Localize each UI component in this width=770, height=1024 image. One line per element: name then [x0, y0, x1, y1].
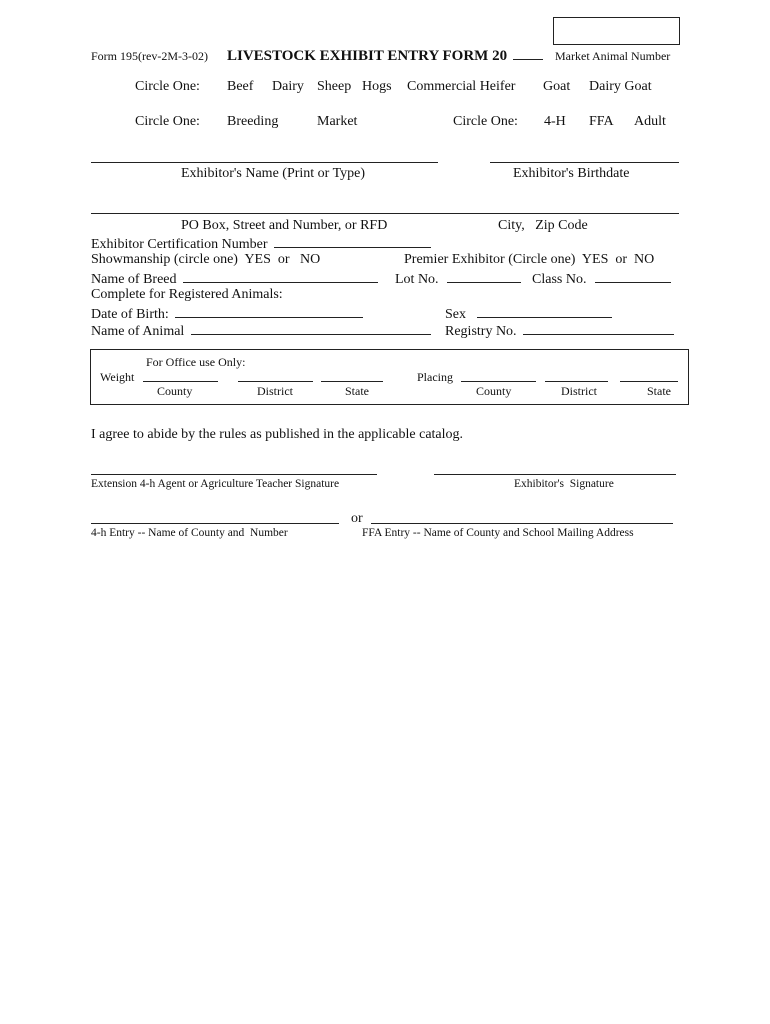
entry-ffa-field[interactable] [371, 523, 673, 524]
breed-field[interactable] [183, 270, 378, 283]
exhibitor-birthdate-field[interactable] [490, 162, 679, 163]
exhibitor-name-label: Exhibitor's Name (Print or Type) [181, 166, 366, 181]
placing-county-label: County [476, 384, 512, 398]
option-adult[interactable]: Adult [634, 114, 666, 129]
or-text: or [351, 511, 363, 526]
registry-field[interactable] [523, 322, 674, 335]
form-title [227, 47, 543, 65]
circle-one-label-3: Circle One: [453, 114, 518, 129]
placing-county-field[interactable] [461, 381, 536, 382]
entry-ffa-label: FFA Entry -- Name of County and School Mailing Address [362, 527, 634, 539]
breed-label: Name of Breed [91, 272, 177, 287]
office-use-title: For Office use Only: [146, 355, 246, 369]
dob-row [91, 305, 363, 323]
option-market[interactable]: Market [317, 114, 358, 129]
weight-district-field[interactable] [238, 381, 313, 382]
address-label: PO Box, Street and Number, or RFD [181, 218, 388, 233]
sex-label: Sex [445, 307, 466, 322]
weight-county-label: County [157, 384, 193, 398]
option-commercial-heifer[interactable]: Commercial Heifer [407, 79, 516, 94]
option-dairy-goat[interactable]: Dairy Goat [589, 79, 652, 94]
exhibitor-signature-field[interactable] [434, 474, 676, 475]
registry-label: Registry No. [445, 324, 517, 339]
form-title-text: LIVESTOCK EXHIBIT ENTRY FORM 20 [227, 48, 508, 64]
option-hogs[interactable]: Hogs [362, 79, 392, 94]
class-field[interactable] [595, 270, 671, 283]
showmanship-label[interactable]: Showmanship (circle one) YES or NO [91, 252, 321, 267]
registry-row [445, 322, 674, 340]
certification-field[interactable] [274, 235, 431, 248]
option-breeding[interactable]: Breeding [227, 114, 279, 129]
weight-state-field[interactable] [321, 381, 383, 382]
lot-label: Lot No. [395, 272, 439, 287]
exhibitor-birthdate-label: Exhibitor's Birthdate [513, 166, 630, 181]
lot-field[interactable] [447, 270, 521, 283]
premier-exhibitor-label[interactable]: Premier Exhibitor (Circle one) YES or NO [404, 252, 655, 267]
placing-label: Placing [417, 370, 453, 384]
class-row [532, 270, 671, 288]
placing-state-label: State [647, 384, 671, 398]
exhibitor-signature-label: Exhibitor's Signature [514, 478, 614, 490]
certification-label: Exhibitor Certification Number [91, 237, 268, 252]
class-label: Class No. [532, 272, 587, 287]
registered-heading: Complete for Registered Animals: [91, 287, 283, 302]
exhibitor-name-field[interactable] [91, 162, 438, 163]
city-zip-label: City, Zip Code [498, 218, 588, 233]
breed-row [91, 270, 378, 288]
placing-state-field[interactable] [620, 381, 678, 382]
option-4h[interactable]: 4-H [544, 114, 566, 129]
circle-one-label-2: Circle One: [135, 114, 200, 129]
address-field[interactable] [91, 213, 679, 214]
animal-name-row [91, 322, 431, 340]
market-animal-number-box[interactable] [553, 17, 680, 45]
entry-4h-label: 4-h Entry -- Name of County and Number [91, 527, 288, 539]
animal-name-field[interactable] [191, 322, 431, 335]
option-dairy[interactable]: Dairy [272, 79, 304, 94]
agent-signature-label: Extension 4-h Agent or Agriculture Teacher Signature [91, 478, 340, 490]
certification-row [91, 235, 431, 253]
weight-state-label: State [345, 384, 369, 398]
placing-district-field[interactable] [545, 381, 608, 382]
animal-name-label: Name of Animal [91, 324, 185, 339]
option-beef[interactable]: Beef [227, 79, 254, 94]
form-code: Form 195(rev-2M-3-02) [91, 49, 208, 63]
agent-signature-field[interactable] [91, 474, 377, 475]
option-ffa[interactable]: FFA [589, 114, 614, 129]
dob-field[interactable] [175, 305, 363, 318]
circle-one-label-1: Circle One: [135, 79, 200, 94]
lot-row [395, 270, 521, 288]
option-sheep[interactable]: Sheep [317, 79, 352, 94]
sex-field[interactable] [477, 305, 612, 318]
weight-county-field[interactable] [143, 381, 218, 382]
sex-row [445, 305, 612, 323]
weight-district-label: District [257, 384, 293, 398]
entry-4h-field[interactable] [91, 523, 339, 524]
year-field[interactable] [513, 47, 543, 60]
placing-district-label: District [561, 384, 597, 398]
option-goat[interactable]: Goat [543, 79, 571, 94]
weight-label: Weight [100, 370, 135, 384]
market-animal-number-label: Market Animal Number [555, 49, 671, 63]
agreement-text: I agree to abide by the rules as published in the applicable catalog. [91, 427, 464, 442]
dob-label: Date of Birth: [91, 307, 169, 322]
